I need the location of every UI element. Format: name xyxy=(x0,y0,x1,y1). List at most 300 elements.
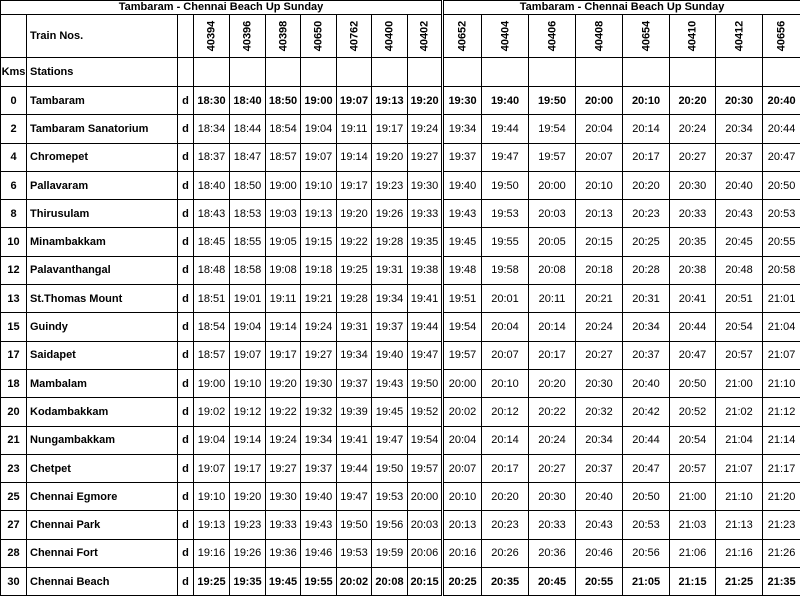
time-cell: 19:44 xyxy=(337,454,372,482)
train-number-cell xyxy=(716,15,763,58)
time-cell: 18:58 xyxy=(230,256,266,284)
time-cell: 19:30 xyxy=(266,483,301,511)
time-cell: 20:34 xyxy=(623,313,670,341)
time-cell: 20:25 xyxy=(623,228,670,256)
time-cell: 19:37 xyxy=(337,369,372,397)
time-cell: 20:07 xyxy=(482,341,529,369)
time-cell: 19:04 xyxy=(301,115,337,143)
table-row xyxy=(1,87,800,115)
time-cell: 19:20 xyxy=(230,483,266,511)
train-number: 40656 xyxy=(776,21,788,52)
kms-header-blank xyxy=(1,15,27,58)
time-cell: 19:55 xyxy=(301,568,337,596)
time-cell: 21:10 xyxy=(716,483,763,511)
time-cell: 19:47 xyxy=(482,143,529,171)
time-cell: 20:40 xyxy=(763,87,800,115)
time-cell: 20:37 xyxy=(576,454,623,482)
train-number-cell xyxy=(301,15,337,58)
time-cell: 19:15 xyxy=(301,228,337,256)
station-name: Chennai Beach xyxy=(27,568,178,596)
time-cell: 18:43 xyxy=(194,200,230,228)
train-numbers-row xyxy=(1,15,800,58)
train-number: 40400 xyxy=(384,21,396,52)
time-cell: 19:33 xyxy=(266,511,301,539)
time-cell: 20:57 xyxy=(670,454,716,482)
time-cell: 19:35 xyxy=(408,228,443,256)
time-cell: 19:41 xyxy=(408,285,443,313)
time-cell: 19:44 xyxy=(408,313,443,341)
time-cell: 19:21 xyxy=(301,285,337,313)
station-name: Guindy xyxy=(27,313,178,341)
time-cell: 20:53 xyxy=(623,511,670,539)
time-cell: 20:55 xyxy=(576,568,623,596)
time-cell: 19:27 xyxy=(408,143,443,171)
time-cell: 20:44 xyxy=(763,115,800,143)
time-cell: 20:10 xyxy=(623,87,670,115)
blank-cell xyxy=(716,58,763,87)
time-cell: 21:04 xyxy=(716,426,763,454)
station-name: Kodambakkam xyxy=(27,398,178,426)
time-cell: 20:07 xyxy=(443,454,482,482)
table-row xyxy=(1,200,800,228)
time-cell: 19:11 xyxy=(266,285,301,313)
kms-cell: 21 xyxy=(1,426,27,454)
time-cell: 19:00 xyxy=(301,87,337,115)
time-cell: 18:51 xyxy=(194,285,230,313)
time-cell: 19:35 xyxy=(230,568,266,596)
table-row xyxy=(1,398,800,426)
time-cell: 20:20 xyxy=(623,171,670,199)
departure-flag: d xyxy=(178,426,194,454)
kms-cell: 25 xyxy=(1,483,27,511)
time-cell: 20:34 xyxy=(716,115,763,143)
time-cell: 21:13 xyxy=(716,511,763,539)
time-cell: 20:30 xyxy=(670,171,716,199)
train-number: 40412 xyxy=(733,21,745,52)
time-cell: 21:03 xyxy=(670,511,716,539)
time-cell: 20:23 xyxy=(623,200,670,228)
time-cell: 19:36 xyxy=(266,539,301,567)
time-cell: 18:44 xyxy=(230,115,266,143)
station-name: Chennai Egmore xyxy=(27,483,178,511)
train-number: 40396 xyxy=(242,21,254,52)
train-number: 40398 xyxy=(277,21,289,52)
time-cell: 20:32 xyxy=(576,398,623,426)
time-cell: 20:25 xyxy=(443,568,482,596)
time-cell: 20:40 xyxy=(716,171,763,199)
time-cell: 21:07 xyxy=(763,341,800,369)
time-cell: 19:07 xyxy=(301,143,337,171)
table-row xyxy=(1,143,800,171)
time-cell: 21:14 xyxy=(763,426,800,454)
time-cell: 20:05 xyxy=(529,228,576,256)
time-cell: 20:58 xyxy=(763,256,800,284)
kms-cell: 20 xyxy=(1,398,27,426)
time-cell: 19:57 xyxy=(443,341,482,369)
departure-flag: d xyxy=(178,143,194,171)
time-cell: 19:20 xyxy=(408,87,443,115)
time-cell: 20:14 xyxy=(623,115,670,143)
time-cell: 20:35 xyxy=(482,568,529,596)
time-cell: 19:57 xyxy=(408,454,443,482)
train-nos-label: Train Nos. xyxy=(27,15,178,58)
time-cell: 18:50 xyxy=(230,171,266,199)
blank-cell xyxy=(529,58,576,87)
time-cell: 20:04 xyxy=(482,313,529,341)
time-cell: 18:55 xyxy=(230,228,266,256)
time-cell: 21:00 xyxy=(716,369,763,397)
time-cell: 21:23 xyxy=(763,511,800,539)
train-number-cell xyxy=(230,15,266,58)
table-row xyxy=(1,171,800,199)
departure-flag: d xyxy=(178,341,194,369)
time-cell: 19:27 xyxy=(266,454,301,482)
station-name: Palavanthangal xyxy=(27,256,178,284)
time-cell: 20:17 xyxy=(482,454,529,482)
blank-cell xyxy=(266,58,301,87)
time-cell: 18:45 xyxy=(194,228,230,256)
train-number-cell xyxy=(372,15,408,58)
time-cell: 20:00 xyxy=(443,369,482,397)
time-cell: 20:40 xyxy=(576,483,623,511)
time-cell: 20:03 xyxy=(529,200,576,228)
departure-flag: d xyxy=(178,454,194,482)
time-cell: 19:34 xyxy=(301,426,337,454)
table-row xyxy=(1,285,800,313)
time-cell: 20:45 xyxy=(716,228,763,256)
time-cell: 19:37 xyxy=(443,143,482,171)
left-table-title: Tambaram - Chennai Beach Up Sunday xyxy=(1,1,443,15)
kms-cell: 18 xyxy=(1,369,27,397)
kms-stations-header-row xyxy=(1,58,800,87)
time-cell: 20:08 xyxy=(372,568,408,596)
time-cell: 19:27 xyxy=(301,341,337,369)
time-cell: 18:40 xyxy=(194,171,230,199)
departure-flag: d xyxy=(178,539,194,567)
time-cell: 19:56 xyxy=(372,511,408,539)
train-number-cell xyxy=(529,15,576,58)
time-cell: 20:10 xyxy=(482,369,529,397)
station-name: Chromepet xyxy=(27,143,178,171)
time-cell: 20:31 xyxy=(623,285,670,313)
time-cell: 19:07 xyxy=(194,454,230,482)
departure-flag: d xyxy=(178,568,194,596)
time-cell: 20:15 xyxy=(576,228,623,256)
time-cell: 18:37 xyxy=(194,143,230,171)
time-cell: 19:20 xyxy=(372,143,408,171)
time-cell: 19:16 xyxy=(194,539,230,567)
time-cell: 20:21 xyxy=(576,285,623,313)
blank-cell xyxy=(623,58,670,87)
table-row xyxy=(1,568,800,596)
train-number: 40406 xyxy=(546,21,558,52)
time-cell: 20:18 xyxy=(576,256,623,284)
time-cell: 20:47 xyxy=(670,341,716,369)
train-number-cell xyxy=(337,15,372,58)
time-cell: 20:42 xyxy=(623,398,670,426)
time-cell: 21:17 xyxy=(763,454,800,482)
time-cell: 19:05 xyxy=(266,228,301,256)
time-cell: 19:10 xyxy=(194,483,230,511)
time-cell: 18:54 xyxy=(266,115,301,143)
time-cell: 20:56 xyxy=(623,539,670,567)
time-cell: 19:53 xyxy=(337,539,372,567)
time-cell: 20:12 xyxy=(482,398,529,426)
flag-header-blank xyxy=(178,15,194,58)
time-cell: 20:07 xyxy=(576,143,623,171)
table-row xyxy=(1,454,800,482)
time-cell: 18:57 xyxy=(194,341,230,369)
time-cell: 18:54 xyxy=(194,313,230,341)
time-cell: 21:00 xyxy=(670,483,716,511)
kms-cell: 2 xyxy=(1,115,27,143)
kms-cell: 10 xyxy=(1,228,27,256)
departure-flag: d xyxy=(178,398,194,426)
time-cell: 21:26 xyxy=(763,539,800,567)
time-cell: 19:45 xyxy=(266,568,301,596)
blank-cell xyxy=(337,58,372,87)
time-cell: 20:23 xyxy=(482,511,529,539)
train-number-cell xyxy=(670,15,716,58)
time-cell: 21:20 xyxy=(763,483,800,511)
time-cell: 19:53 xyxy=(372,483,408,511)
time-cell: 19:17 xyxy=(266,341,301,369)
flag-blank xyxy=(178,58,194,87)
table-row xyxy=(1,511,800,539)
time-cell: 21:16 xyxy=(716,539,763,567)
time-cell: 20:47 xyxy=(763,143,800,171)
time-cell: 20:01 xyxy=(482,285,529,313)
time-cell: 19:50 xyxy=(529,87,576,115)
time-cell: 19:31 xyxy=(337,313,372,341)
time-cell: 19:50 xyxy=(482,171,529,199)
time-cell: 20:45 xyxy=(529,568,576,596)
time-cell: 20:30 xyxy=(716,87,763,115)
station-name: Chetpet xyxy=(27,454,178,482)
station-name: St.Thomas Mount xyxy=(27,285,178,313)
time-cell: 19:26 xyxy=(372,200,408,228)
time-cell: 19:54 xyxy=(529,115,576,143)
time-cell: 18:53 xyxy=(230,200,266,228)
station-name: Pallavaram xyxy=(27,171,178,199)
time-cell: 21:35 xyxy=(763,568,800,596)
time-cell: 20:17 xyxy=(623,143,670,171)
time-cell: 19:40 xyxy=(301,483,337,511)
departure-flag: d xyxy=(178,313,194,341)
time-cell: 19:39 xyxy=(337,398,372,426)
time-cell: 19:37 xyxy=(301,454,337,482)
time-cell: 19:25 xyxy=(194,568,230,596)
time-cell: 19:17 xyxy=(230,454,266,482)
departure-flag: d xyxy=(178,87,194,115)
departure-flag: d xyxy=(178,256,194,284)
time-cell: 19:33 xyxy=(408,200,443,228)
station-name: Minambakkam xyxy=(27,228,178,256)
kms-cell: 8 xyxy=(1,200,27,228)
blank-cell xyxy=(372,58,408,87)
time-cell: 19:20 xyxy=(266,369,301,397)
train-number: 40408 xyxy=(593,21,605,52)
time-cell: 19:13 xyxy=(372,87,408,115)
time-cell: 20:08 xyxy=(529,256,576,284)
time-cell: 20:06 xyxy=(408,539,443,567)
time-cell: 20:46 xyxy=(576,539,623,567)
time-cell: 19:50 xyxy=(372,454,408,482)
time-cell: 19:22 xyxy=(337,228,372,256)
kms-cell: 12 xyxy=(1,256,27,284)
time-cell: 20:55 xyxy=(763,228,800,256)
time-cell: 20:54 xyxy=(716,313,763,341)
table-row xyxy=(1,539,800,567)
time-cell: 20:03 xyxy=(408,511,443,539)
time-cell: 19:52 xyxy=(408,398,443,426)
time-cell: 19:11 xyxy=(337,115,372,143)
time-cell: 19:30 xyxy=(408,171,443,199)
time-cell: 21:05 xyxy=(623,568,670,596)
right-table-title: Tambaram - Chennai Beach Up Sunday xyxy=(443,1,800,15)
blank-cell xyxy=(408,58,443,87)
time-cell: 20:52 xyxy=(670,398,716,426)
station-name: Tambaram Sanatorium xyxy=(27,115,178,143)
time-cell: 19:47 xyxy=(372,426,408,454)
kms-cell: 6 xyxy=(1,171,27,199)
station-name: Chennai Fort xyxy=(27,539,178,567)
table-row xyxy=(1,341,800,369)
time-cell: 19:07 xyxy=(230,341,266,369)
time-cell: 19:10 xyxy=(230,369,266,397)
blank-cell xyxy=(301,58,337,87)
time-cell: 19:12 xyxy=(230,398,266,426)
time-cell: 20:13 xyxy=(576,200,623,228)
time-cell: 19:45 xyxy=(443,228,482,256)
time-cell: 20:14 xyxy=(529,313,576,341)
time-cell: 19:43 xyxy=(443,200,482,228)
time-cell: 20:57 xyxy=(716,341,763,369)
title-row xyxy=(1,1,800,15)
time-cell: 19:08 xyxy=(266,256,301,284)
time-cell: 20:20 xyxy=(482,483,529,511)
time-cell: 20:00 xyxy=(408,483,443,511)
table-row xyxy=(1,369,800,397)
time-cell: 20:04 xyxy=(443,426,482,454)
time-cell: 19:46 xyxy=(301,539,337,567)
time-cell: 20:13 xyxy=(443,511,482,539)
time-cell: 20:33 xyxy=(529,511,576,539)
time-cell: 19:20 xyxy=(337,200,372,228)
time-cell: 20:35 xyxy=(670,228,716,256)
time-cell: 19:40 xyxy=(372,341,408,369)
time-cell: 20:50 xyxy=(670,369,716,397)
time-cell: 19:47 xyxy=(408,341,443,369)
time-cell: 19:32 xyxy=(301,398,337,426)
time-cell: 19:31 xyxy=(372,256,408,284)
station-name: Tambaram xyxy=(27,87,178,115)
departure-flag: d xyxy=(178,115,194,143)
departure-flag: d xyxy=(178,200,194,228)
station-name: Mambalam xyxy=(27,369,178,397)
time-cell: 18:40 xyxy=(230,87,266,115)
departure-flag: d xyxy=(178,171,194,199)
time-cell: 20:34 xyxy=(576,426,623,454)
time-cell: 20:26 xyxy=(482,539,529,567)
time-cell: 21:15 xyxy=(670,568,716,596)
train-number: 40650 xyxy=(313,21,325,52)
time-cell: 20:24 xyxy=(529,426,576,454)
kms-cell: 17 xyxy=(1,341,27,369)
kms-cell: 23 xyxy=(1,454,27,482)
blank-cell xyxy=(230,58,266,87)
time-cell: 19:14 xyxy=(230,426,266,454)
time-cell: 19:24 xyxy=(301,313,337,341)
blank-cell xyxy=(443,58,482,87)
time-cell: 19:38 xyxy=(408,256,443,284)
train-number: 40654 xyxy=(640,21,652,52)
time-cell: 19:00 xyxy=(194,369,230,397)
train-number: 40404 xyxy=(499,21,511,52)
time-cell: 20:27 xyxy=(670,143,716,171)
time-cell: 18:47 xyxy=(230,143,266,171)
time-cell: 20:36 xyxy=(529,539,576,567)
time-cell: 20:30 xyxy=(576,369,623,397)
time-cell: 19:04 xyxy=(194,426,230,454)
time-cell: 21:25 xyxy=(716,568,763,596)
train-number: 40402 xyxy=(419,21,431,52)
blank-cell xyxy=(576,58,623,87)
train-number-cell xyxy=(408,15,443,58)
time-cell: 19:44 xyxy=(482,115,529,143)
train-number-cell xyxy=(194,15,230,58)
time-cell: 19:13 xyxy=(194,511,230,539)
time-cell: 19:43 xyxy=(301,511,337,539)
time-cell: 19:24 xyxy=(408,115,443,143)
time-cell: 19:37 xyxy=(372,313,408,341)
table-row xyxy=(1,483,800,511)
blank-cell xyxy=(482,58,529,87)
time-cell: 20:00 xyxy=(529,171,576,199)
train-number-cell xyxy=(266,15,301,58)
time-cell: 19:00 xyxy=(266,171,301,199)
kms-label: Kms xyxy=(1,58,27,87)
time-cell: 18:50 xyxy=(266,87,301,115)
train-number-cell xyxy=(443,15,482,58)
time-cell: 19:04 xyxy=(230,313,266,341)
time-cell: 19:25 xyxy=(337,256,372,284)
time-cell: 20:15 xyxy=(408,568,443,596)
time-cell: 19:34 xyxy=(337,341,372,369)
time-cell: 19:23 xyxy=(372,171,408,199)
table-row xyxy=(1,228,800,256)
time-cell: 19:30 xyxy=(443,87,482,115)
time-cell: 20:16 xyxy=(443,539,482,567)
kms-cell: 28 xyxy=(1,539,27,567)
time-cell: 21:06 xyxy=(670,539,716,567)
kms-cell: 15 xyxy=(1,313,27,341)
time-cell: 21:02 xyxy=(716,398,763,426)
station-name: Thirusulam xyxy=(27,200,178,228)
time-cell: 19:50 xyxy=(337,511,372,539)
time-cell: 20:40 xyxy=(623,369,670,397)
time-cell: 19:22 xyxy=(266,398,301,426)
time-cell: 20:27 xyxy=(529,454,576,482)
time-cell: 19:58 xyxy=(482,256,529,284)
time-cell: 20:14 xyxy=(482,426,529,454)
time-cell: 19:03 xyxy=(266,200,301,228)
time-cell: 20:47 xyxy=(623,454,670,482)
time-cell: 20:10 xyxy=(576,171,623,199)
kms-cell: 4 xyxy=(1,143,27,171)
time-cell: 20:11 xyxy=(529,285,576,313)
time-cell: 20:28 xyxy=(623,256,670,284)
